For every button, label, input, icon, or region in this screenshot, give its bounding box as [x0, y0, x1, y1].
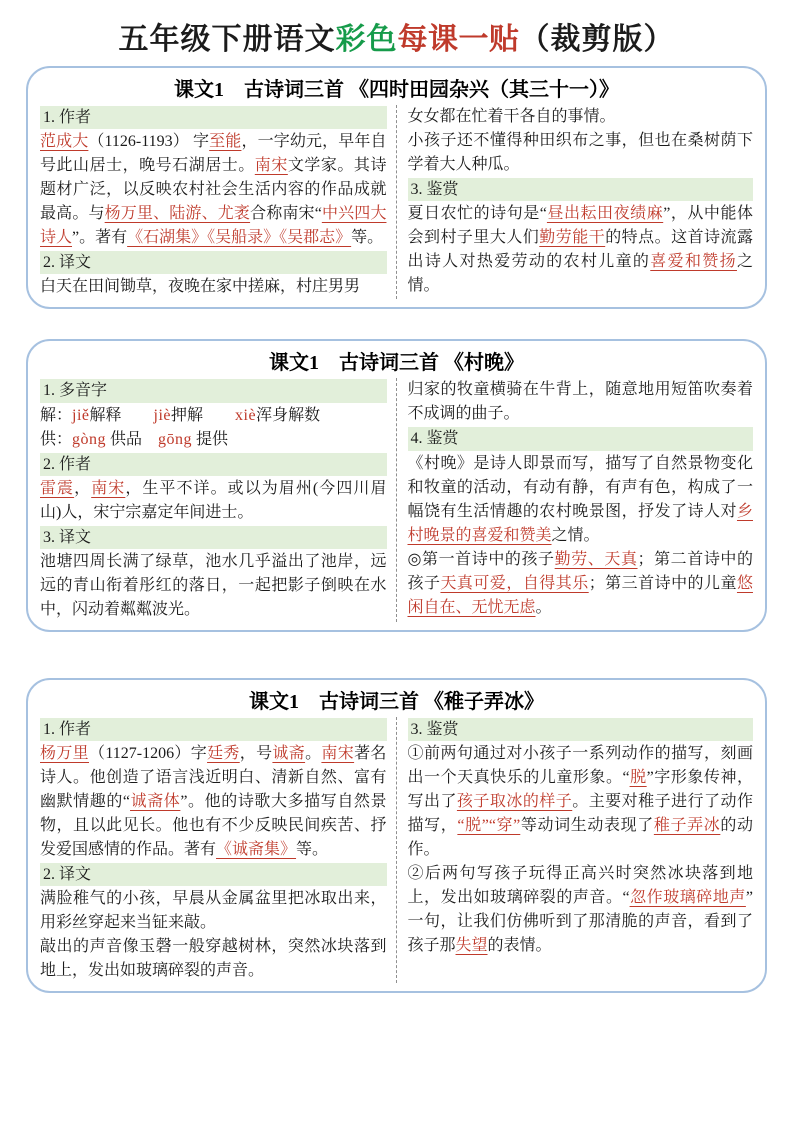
text-run: 解释 [89, 406, 154, 424]
text-run: ， [74, 479, 92, 497]
card-right-column [397, 105, 754, 299]
text-run: 提供 [192, 430, 229, 448]
text-run: 南宋 [254, 157, 288, 175]
text-run: 南宋 [91, 479, 126, 497]
paragraph [40, 477, 387, 525]
text-run: 天真可爱，自得其乐 [440, 574, 589, 592]
paragraph [408, 378, 754, 426]
text-run: 的表情。 [487, 937, 552, 955]
text-run: 。 [535, 598, 552, 616]
text-run: gōng [158, 430, 193, 448]
text-run: 诚斋 [272, 745, 306, 763]
paragraph [40, 428, 387, 452]
text-run: 的特点。这首诗流露出诗人对热爱劳动的农村儿童的 [407, 229, 753, 271]
text-run: gòng [72, 430, 107, 448]
text-run: 勤劳能干 [539, 229, 606, 247]
text-run: 。主要对稚子进行了动作描写， [407, 793, 753, 835]
section-header: 1. 多音字 [40, 379, 387, 402]
paragraph [408, 202, 754, 298]
text-run: 杨万里、陆游、尤袤 [104, 205, 251, 223]
text-run: 五年级下册语文 [118, 23, 336, 56]
text-run: 《村晚》是诗人即景而写，描写了自然景物变化和牧童的活动，有动有静，有声有色，构成了一幅饶有生活情趣的农村晚景图，抒发了诗人对 [407, 454, 753, 520]
paragraph [408, 548, 754, 620]
text-run: 满脸稚气的小孩，早晨从金属盆里把冰取出来，用彩丝穿起来当钲来敲。 [40, 890, 387, 932]
text-run: 浑身解数 [256, 406, 321, 424]
text-run: 南宋 [321, 745, 355, 763]
text-run: 诚斋体 [130, 793, 181, 811]
text-run: 昼出耘田夜绩麻 [546, 205, 664, 223]
card-right-column [397, 378, 754, 622]
text-run: 归家的牧童横骑在牛背上，随意地用短笛吹奏着不成调的曲子。 [407, 381, 753, 423]
paragraph [408, 129, 754, 177]
text-run: ，号 [239, 745, 273, 763]
text-run: 解： [40, 406, 73, 424]
section-header: 1. 作者 [40, 718, 387, 741]
text-run: 之情。 [407, 253, 753, 295]
paragraph [40, 935, 387, 983]
text-run: jiè [153, 406, 172, 424]
text-run: ，生平不详。或以为眉州(今四川眉山)人，宋宁宗嘉定年间进士。 [40, 479, 387, 521]
text-run: 女女都在忙着干各自的事情。 [407, 108, 616, 125]
text-run: 悠闲自在、无忧无虑 [407, 574, 753, 616]
text-run: 。 [305, 745, 322, 763]
text-run: ”，从中能体会到村子里大人们 [407, 205, 753, 247]
text-run: 《石湖集》《吴船录》《吴郡志》 [127, 229, 352, 247]
text-run: 押解 [171, 406, 236, 424]
section-header: 2. 译文 [40, 251, 387, 274]
section-header: 3. 鉴赏 [408, 718, 754, 741]
paragraph [40, 887, 387, 935]
section-header: 4. 鉴赏 [408, 427, 754, 450]
text-run: 勤劳、天真 [554, 550, 638, 568]
text-run: 彩色 [335, 23, 398, 56]
text-run: 合称南宋“ [250, 205, 322, 223]
paragraph [408, 105, 754, 129]
text-run: 失望 [455, 937, 488, 955]
text-run: ”字形象传神，写出了 [407, 769, 753, 811]
section-header: 2. 作者 [40, 453, 387, 476]
card-title: 课文1 古诗词三首 《四时田园杂兴（其三十一）》 [174, 79, 619, 101]
card-columns [40, 378, 753, 622]
text-run: 范成大 [40, 133, 89, 151]
text-run: 雷震 [40, 479, 75, 497]
paragraph [408, 742, 754, 862]
text-run: 等动词生动表现了 [520, 817, 654, 835]
text-run: ；第三首诗中的儿童 [588, 574, 737, 592]
text-run: 脱 [629, 769, 647, 787]
card-columns [40, 717, 753, 983]
text-run: 乡村晚景的喜爱和赞美 [407, 502, 753, 544]
text-run: 每课一贴 [397, 23, 520, 56]
text-run: 文学家。其诗题材广泛，以反映农村社会生活内容的作品成就最高。与 [40, 157, 387, 223]
text-run: 《诚斋集》 [216, 841, 297, 859]
text-run: 稚子弄冰 [653, 817, 721, 835]
text-run: 小孩子还不懂得种田织布之事，但也在桑树荫下学着大人种瓜。 [407, 132, 753, 173]
text-run: ”。他的诗歌大多描写自然景物，且以此见长。他也有不少反映民间疾苦、抒发爱国感情的作品。著有 [40, 793, 387, 859]
paragraph [40, 742, 387, 862]
paragraph [408, 862, 754, 958]
paragraph [40, 404, 387, 428]
text-run: （1127-1206）字 [89, 745, 208, 763]
text-run: 杨万里 [40, 745, 89, 763]
text-run: 敲出的声音像玉磬一般穿越树林，突然冰块落到地上，发出如玻璃碎裂的声音。 [40, 938, 387, 980]
card-left-column [40, 717, 397, 983]
text-run: ”一句，让我们仿佛听到了那清脆的声音，看到了孩子那 [407, 889, 753, 955]
text-run: 供： [40, 430, 73, 448]
text-run: 著名诗人。他创造了语言浅近明白、清新自然、富有幽默情趣的“ [40, 745, 387, 811]
text-run: 的动作。 [407, 817, 753, 859]
text-run: 孩子取冰的样子 [456, 793, 573, 811]
paragraph [408, 452, 754, 548]
card-left-column [40, 378, 397, 622]
text-run: 至能 [209, 133, 242, 151]
lesson-card-zhizi-nongbing [26, 678, 767, 993]
card-title: 课文1 古诗词三首 《村晚》 [269, 352, 524, 375]
section-header: 3. 译文 [40, 526, 387, 549]
text-run: 夏日农忙的诗句是“ [407, 205, 547, 223]
section-header: 1. 作者 [40, 106, 387, 129]
paragraph [40, 550, 387, 622]
text-run: 池塘四周长满了绿草，池水几乎溢出了池岸，远远的青山衔着彤红的落日，一起把影子倒映在水中，闪动着粼粼波光。 [40, 552, 387, 618]
text-run: “脱”“穿” [457, 817, 521, 835]
card-columns [40, 105, 753, 299]
page-title [0, 14, 793, 58]
text-run: jiě [72, 406, 90, 424]
card-right-column [397, 717, 754, 983]
lesson-card-sishi-tianyuan [26, 66, 767, 309]
text-run: 喜爱和赞扬 [650, 253, 737, 271]
section-header: 2. 译文 [40, 863, 387, 886]
text-run: 供品 [106, 430, 159, 448]
text-run: ”。著有 [72, 229, 128, 247]
text-run: ◎第一首诗中的孩子 [407, 550, 555, 568]
text-run: ①前两句通过对小孩子一系列动作的描写，刻画出一个天真快乐的儿童形象。“ [407, 745, 753, 787]
text-run: 白天在田间锄草，夜晚在家中搓麻，村庄男男 [40, 278, 361, 296]
text-run: ；第二首诗中的孩子 [407, 550, 753, 592]
card-left-column [40, 105, 397, 299]
card-title: 课文1 古诗词三首 《稚子弄冰》 [249, 690, 544, 713]
text-run: 等。 [351, 229, 384, 247]
text-run: （裁剪版） [519, 23, 675, 56]
paragraph [40, 275, 387, 299]
paragraph [40, 130, 387, 250]
lesson-card-cunwan [26, 339, 767, 632]
text-run: xiè [235, 406, 257, 424]
text-run: 之情。 [551, 526, 600, 544]
text-run: （1126-1193） 字 [88, 133, 210, 151]
text-run: ②后两句写孩子玩得正高兴时突然冰块落到地上，发出如玻璃碎裂的声音。“ [407, 865, 753, 907]
text-run: 忽作玻璃碎地声 [629, 889, 746, 907]
text-run: 廷秀 [207, 745, 240, 763]
text-run: ，一字幼元，早年自号此山居士，晚号石湖居士。 [40, 133, 387, 175]
section-header: 3. 鉴赏 [408, 178, 754, 201]
text-run: 等。 [296, 841, 329, 859]
text-run: 中兴四大诗人 [40, 205, 387, 247]
